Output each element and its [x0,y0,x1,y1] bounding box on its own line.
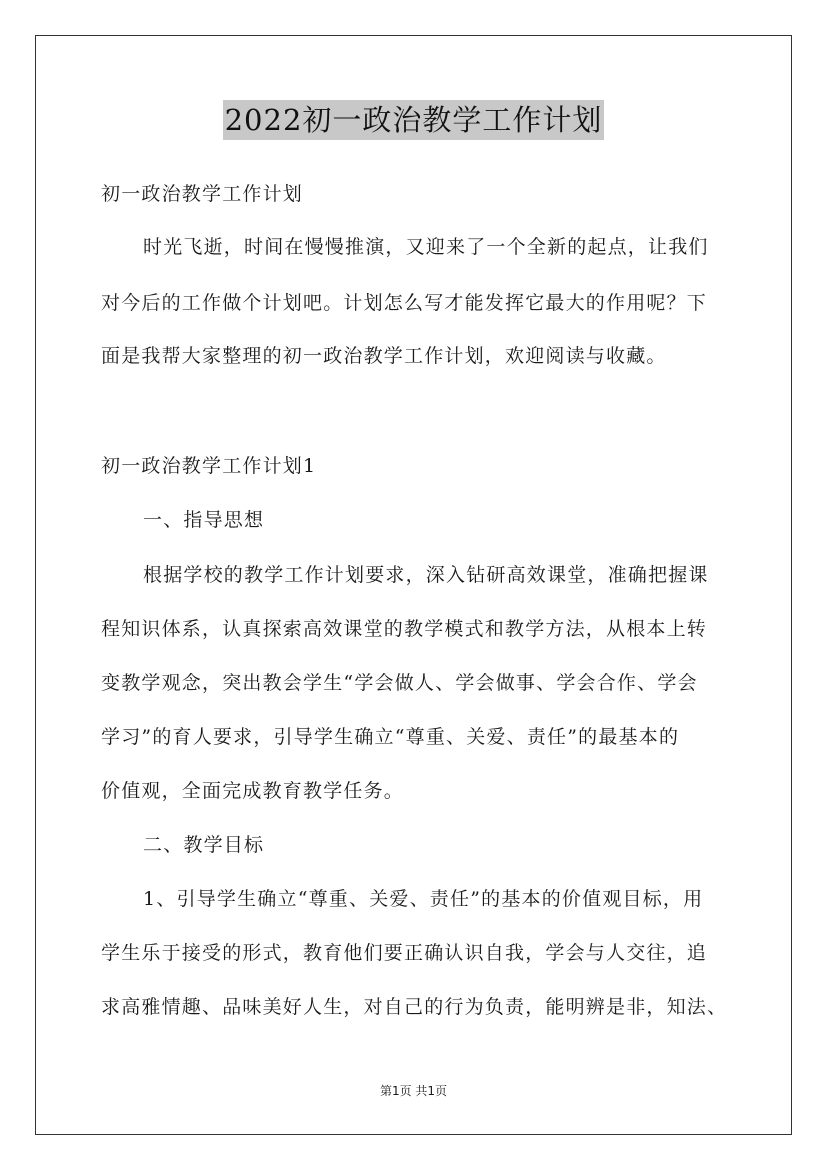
subsection-heading: 一、指导思想 [143,509,265,531]
section-heading-plan-1: 初一政治教学工作计划1 [101,455,317,477]
paragraph-line: 变教学观念，突出教会学生“学会做人、学会做事、学会合作、学会 [101,672,698,694]
paragraph-line: 面是我帮大家整理的初一政治教学工作计划，欢迎阅读与收藏。 [101,345,667,367]
paragraph-line: 求高雅情趣、品味美好人生，对自己的行为负责，能明辨是非，知法、 [101,996,728,1018]
section-heading-main: 初一政治教学工作计划 [101,183,304,205]
page-number: 第1页 共1页 [379,1084,448,1098]
title-container [0,100,827,140]
paragraph-line: 学生乐于接受的形式，教育他们要正确认识自我，学会与人交往，追 [101,942,708,964]
document-title: 2022初一政治教学工作计划 [223,100,605,140]
paragraph-line: 对今后的工作做个计划吧。计划怎么写才能发挥它最大的作用呢？下 [101,292,708,314]
paragraph-line: 程知识体系，认真探索高效课堂的教学模式和教学方法，从根本上转 [101,618,708,640]
paragraph-line: 根据学校的教学工作计划要求，深入钻研高效课堂，准确把握课 [143,564,709,586]
paragraph-line: 时光飞逝，时间在慢慢推演，又迎来了一个全新的起点，让我们 [143,236,709,258]
subsection-heading: 二、教学目标 [143,834,265,856]
paragraph-line: 价值观，全面完成教育教学任务。 [101,780,405,802]
paragraph-line: 学习”的育人要求，引导学生确立“尊重、关爱、责任”的最基本的 [101,726,680,748]
paragraph-line: 1、引导学生确立“尊重、关爱、责任”的基本的价值观目标，用 [143,888,704,910]
